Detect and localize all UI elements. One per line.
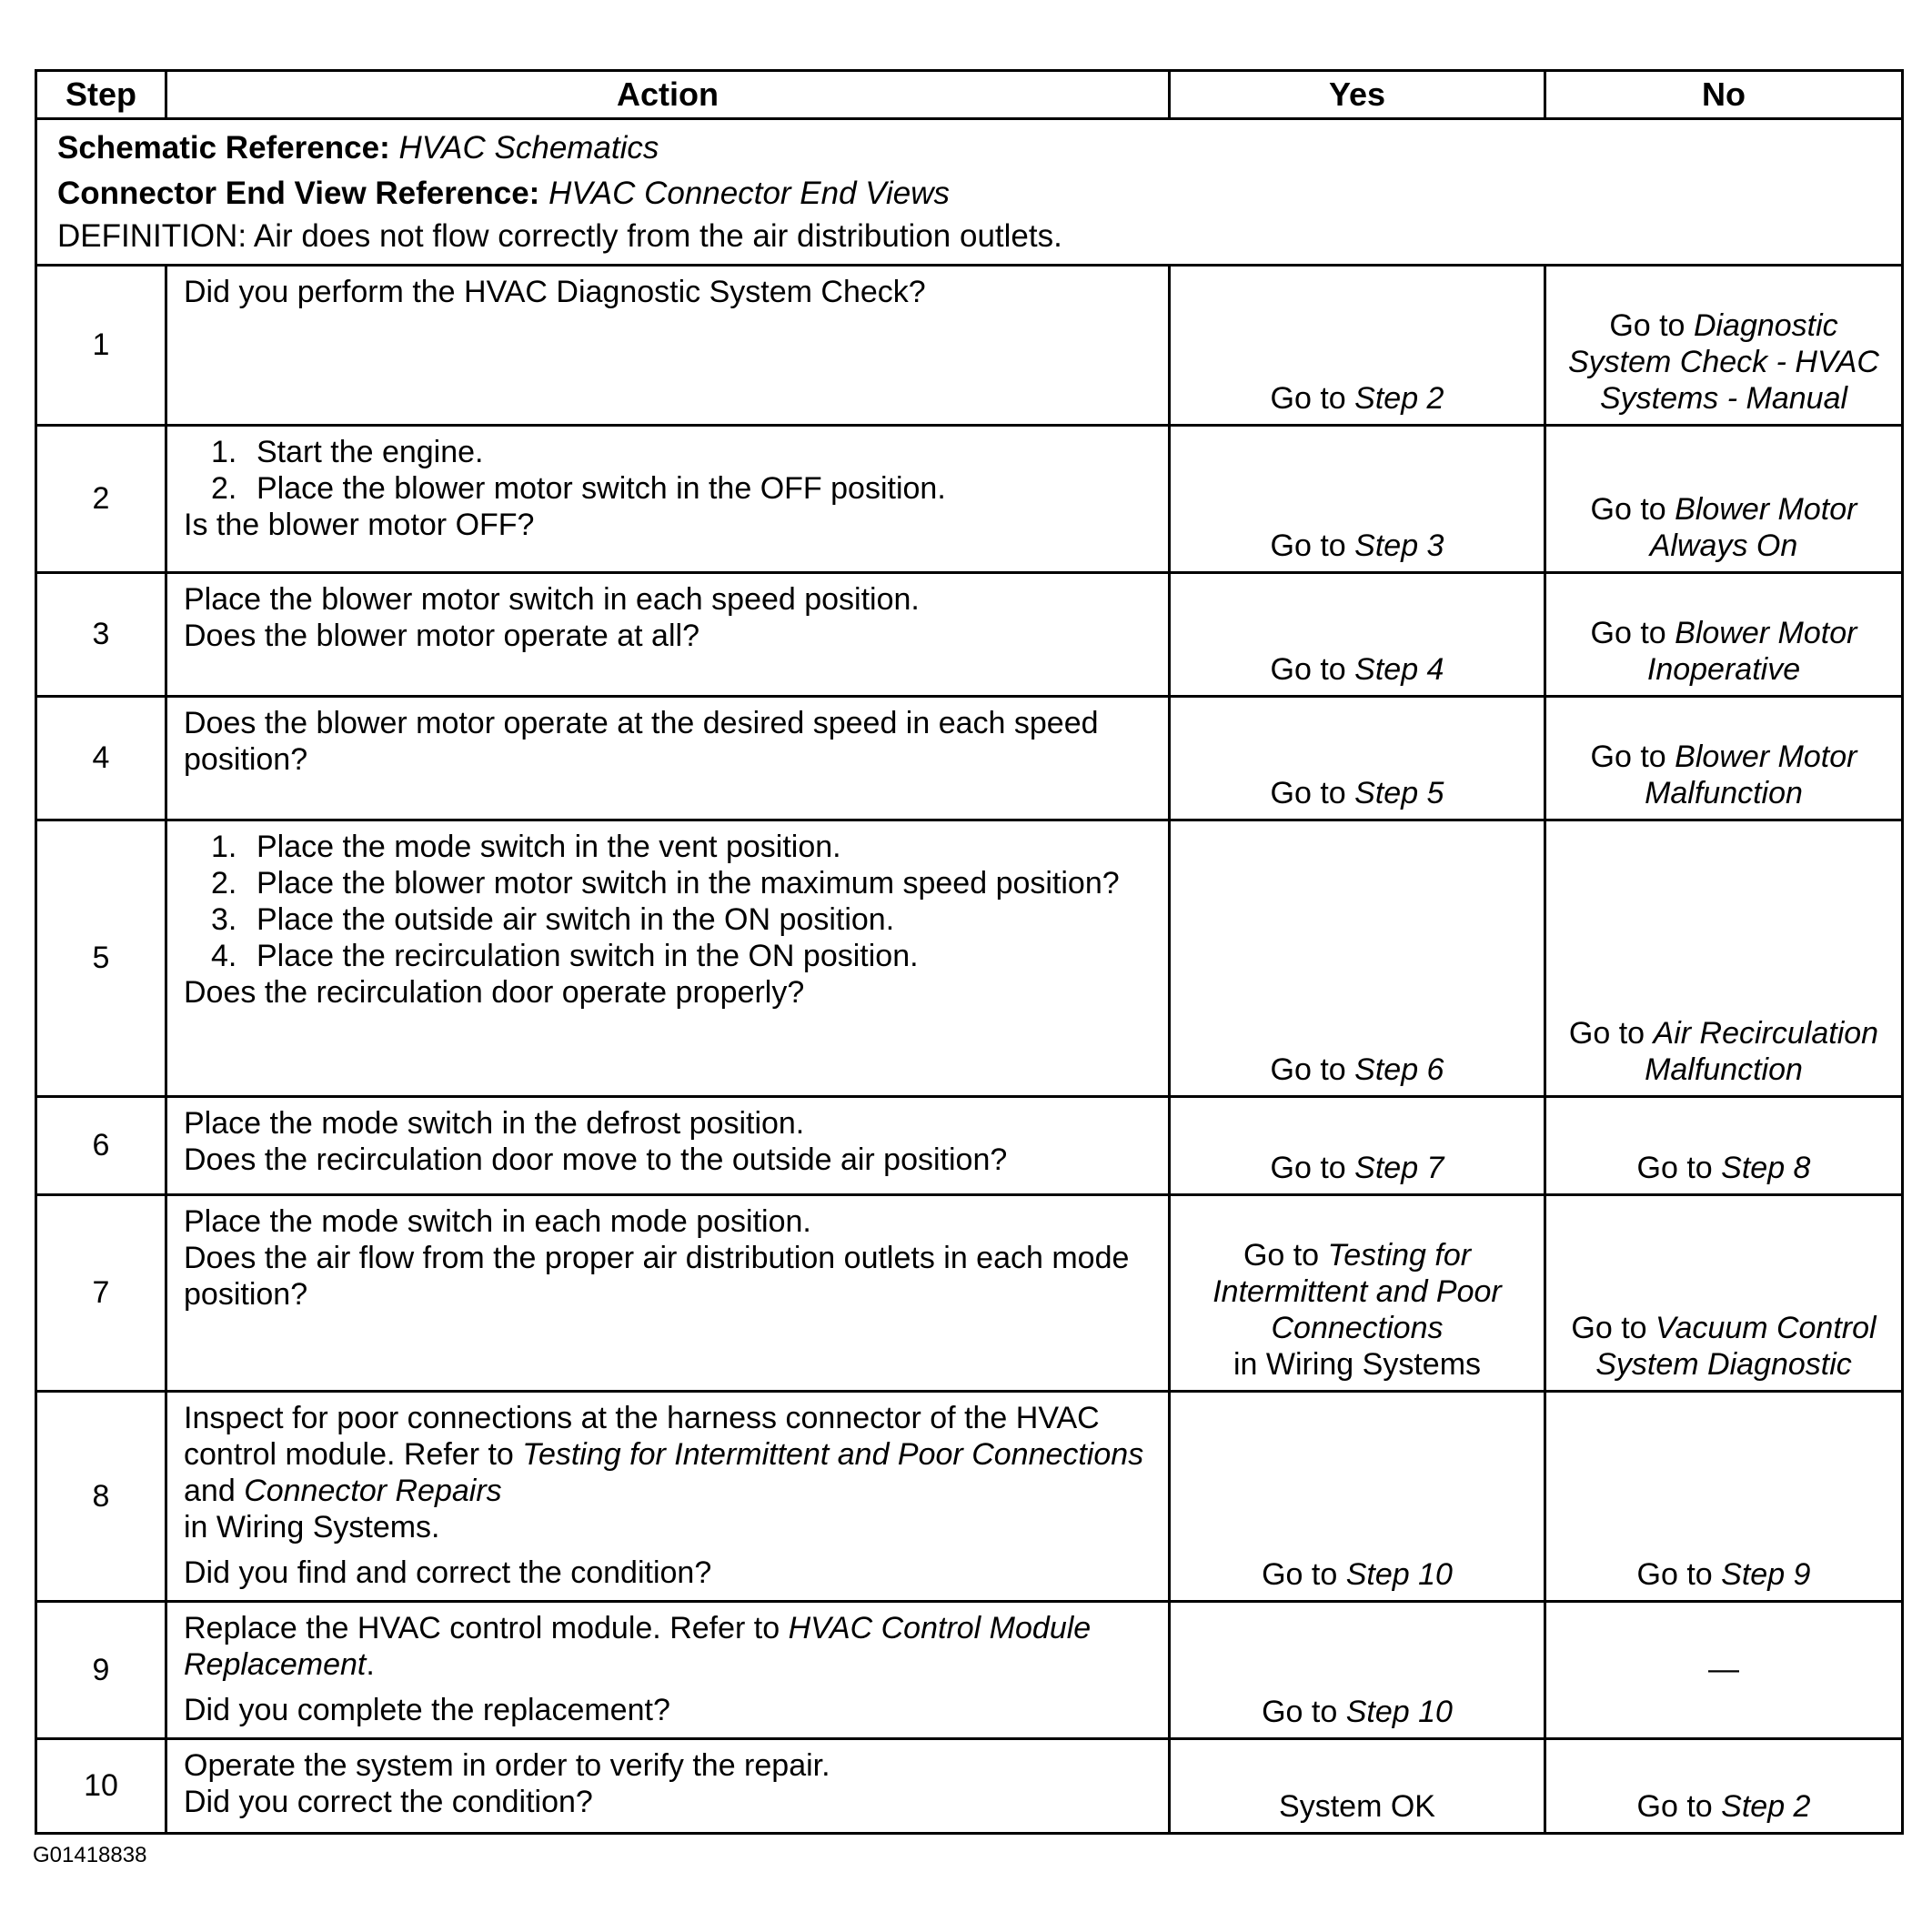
list-item: 4. Place the recirculation switch in the ON position.: [211, 939, 919, 973]
table-row: [36, 1739, 1903, 1834]
instruction-text: Place the blower motor switch in each speed position.: [184, 582, 920, 617]
no-cell: Go to Blower Motor Always On: [1545, 426, 1903, 573]
list-item: 1. Place the mode switch in the vent position.: [211, 830, 841, 864]
yes-target-link[interactable]: Step 3: [1354, 528, 1444, 563]
no-target-link[interactable]: Blower Motor Inoperative: [1646, 616, 1857, 687]
no-target-link[interactable]: Step 8: [1721, 1151, 1811, 1185]
no-cell: Go to Blower Motor Malfunction: [1545, 697, 1903, 820]
yes-cell: Go to Step 10: [1170, 1392, 1545, 1602]
step-number: 3: [36, 573, 166, 697]
instruction-text: Replace the HVAC control module. Refer to HVAC Control Module Replacement.: [184, 1611, 1092, 1682]
instruction-text: Inspect for poor connections at the harness connector of the HVAC control module. Refer to Testing for Intermittent and Poor Connections and Connector Repairs in Wiring Systems.: [184, 1401, 1144, 1545]
no-cell: Go to Step 9: [1545, 1392, 1903, 1602]
action-cell: [166, 820, 1170, 1097]
yes-cell: [1170, 1739, 1545, 1834]
action-cell: [166, 1602, 1170, 1739]
yes-target-link[interactable]: Step 7: [1354, 1151, 1444, 1185]
diagnostic-table: [35, 69, 1904, 1835]
yes-cell: Go to Step 3: [1170, 426, 1545, 573]
question-text: Does the blower motor operate at all?: [184, 619, 699, 653]
table-row: [36, 573, 1903, 697]
table-row: [36, 266, 1903, 426]
question-text: Does the blower motor operate at the desired speed in each speed position?: [184, 706, 1099, 777]
figure-id: G01418838: [33, 1843, 147, 1867]
question-text: Did you find and correct the condition?: [184, 1555, 712, 1590]
yes-cell: Go to Step 10: [1170, 1602, 1545, 1739]
action-cell: [166, 426, 1170, 573]
yes-cell: [1170, 266, 1545, 426]
no-cell: [1545, 266, 1903, 426]
no-target-link[interactable]: Step 9: [1721, 1557, 1811, 1592]
connector-label: Connector End View Reference:: [57, 176, 540, 211]
yes-cell: Go to Step 6: [1170, 820, 1545, 1097]
action-cell: [166, 266, 1170, 426]
ref-link-testing[interactable]: Testing for Intermittent and Poor Connections: [522, 1437, 1144, 1472]
header-action: Action: [166, 71, 1170, 119]
no-target-link[interactable]: Vacuum Control System Diagnostic: [1595, 1311, 1877, 1382]
no-target-link[interactable]: Diagnostic System Check - HVAC Systems - Manual: [1568, 308, 1879, 416]
no-cell: Go to Step 8: [1545, 1097, 1903, 1195]
table-row: [36, 820, 1903, 1097]
step-number: 6: [36, 1097, 166, 1195]
step-number: 7: [36, 1195, 166, 1392]
step-number: 1: [36, 266, 166, 426]
step-number: 5: [36, 820, 166, 1097]
no-cell: Go to Air Recirculation Malfunction: [1545, 820, 1903, 1097]
instruction-text: Operate the system in order to verify the repair.: [184, 1748, 830, 1783]
yes-target-link[interactable]: Step 2: [1354, 381, 1444, 416]
header-yes: Yes: [1170, 71, 1545, 119]
action-cell: [166, 573, 1170, 697]
no-cell: Go to Step 2: [1545, 1739, 1903, 1834]
table-row: [36, 1392, 1903, 1602]
yes-cell: Go to Testing for Intermittent and Poor Connections in Wiring Systems: [1170, 1195, 1545, 1392]
no-cell: [1545, 1602, 1903, 1739]
yes-cell: Go to Step 4: [1170, 573, 1545, 697]
goto-label: Go to: [1270, 381, 1346, 416]
no-target-link[interactable]: Air Recirculation Malfunction: [1645, 1016, 1879, 1087]
schematic-value: HVAC Schematics: [398, 130, 659, 166]
action-cell: [166, 1097, 1170, 1195]
step-number: 4: [36, 697, 166, 820]
list-item: 1. Start the engine.: [211, 435, 484, 469]
no-target-dash: —: [1708, 1652, 1739, 1686]
question-text: Did you correct the condition?: [184, 1785, 593, 1819]
instruction-text: Place the mode switch in the defrost position.: [184, 1106, 805, 1141]
reference-row: [36, 119, 1903, 266]
yes-target-link[interactable]: Testing for Intermittent and Poor Connections: [1213, 1238, 1502, 1345]
yes-cell: Go to Step 7: [1170, 1097, 1545, 1195]
table-row: [36, 697, 1903, 820]
question-text: Did you perform the HVAC Diagnostic System Check?: [184, 275, 926, 309]
action-cell: [166, 1392, 1170, 1602]
table-row: [36, 1602, 1903, 1739]
no-target-link[interactable]: Step 2: [1721, 1789, 1811, 1824]
ref-link-module-replacement[interactable]: HVAC Control Module Replacement: [184, 1611, 1092, 1682]
header-no: No: [1545, 71, 1903, 119]
no-cell: Go to Blower Motor Inoperative: [1545, 573, 1903, 697]
list-item: 3. Place the outside air switch in the ON position.: [211, 902, 895, 937]
table-row: [36, 426, 1903, 573]
yes-target-link[interactable]: Step 10: [1345, 1557, 1453, 1592]
action-cell: [166, 1739, 1170, 1834]
yes-result-text: System OK: [1279, 1789, 1435, 1824]
step-number: 8: [36, 1392, 166, 1602]
list-item: 2. Place the blower motor switch in the maximum speed position?: [211, 866, 1120, 901]
action-cell: [166, 697, 1170, 820]
header-row: [36, 71, 1903, 119]
table-row: [36, 1195, 1903, 1392]
yes-target-link[interactable]: Step 4: [1354, 652, 1444, 687]
question-text: Did you complete the replacement?: [184, 1693, 670, 1727]
ref-link-connector-repairs[interactable]: Connector Repairs: [244, 1474, 502, 1508]
question-text: Does the air flow from the proper air distribution outlets in each mode position?: [184, 1241, 1130, 1312]
no-target-link[interactable]: Blower Motor Malfunction: [1645, 740, 1857, 810]
reference-cell: [36, 119, 1903, 266]
yes-suffix: in Wiring Systems: [1233, 1347, 1482, 1382]
action-cell: [166, 1195, 1170, 1392]
no-target-link[interactable]: Blower Motor Always On: [1649, 492, 1857, 563]
definition-text: DEFINITION: Air does not flow correctly from the air distribution outlets.: [57, 218, 1062, 254]
goto-label: Go to: [1609, 308, 1685, 343]
step-number: 10: [36, 1739, 166, 1834]
yes-target-link[interactable]: Step 10: [1345, 1695, 1453, 1729]
header-step: Step: [36, 71, 166, 119]
question-text: Does the recirculation door operate properly?: [184, 975, 805, 1010]
question-text: Is the blower motor OFF?: [184, 508, 535, 542]
step-number: 9: [36, 1602, 166, 1739]
connector-value: HVAC Connector End Views: [548, 176, 951, 211]
table-row: [36, 1097, 1903, 1195]
yes-target-link[interactable]: Step 6: [1354, 1052, 1444, 1087]
yes-cell: Go to Step 5: [1170, 697, 1545, 820]
question-text: Does the recirculation door move to the outside air position?: [184, 1142, 1008, 1177]
no-cell: Go to Vacuum Control System Diagnostic: [1545, 1195, 1903, 1392]
schematic-label: Schematic Reference:: [57, 130, 390, 166]
instruction-text: Place the mode switch in each mode position.: [184, 1204, 811, 1239]
list-item: 2. Place the blower motor switch in the OFF position.: [211, 471, 946, 506]
yes-target-link[interactable]: Step 5: [1354, 776, 1444, 810]
step-number: 2: [36, 426, 166, 573]
